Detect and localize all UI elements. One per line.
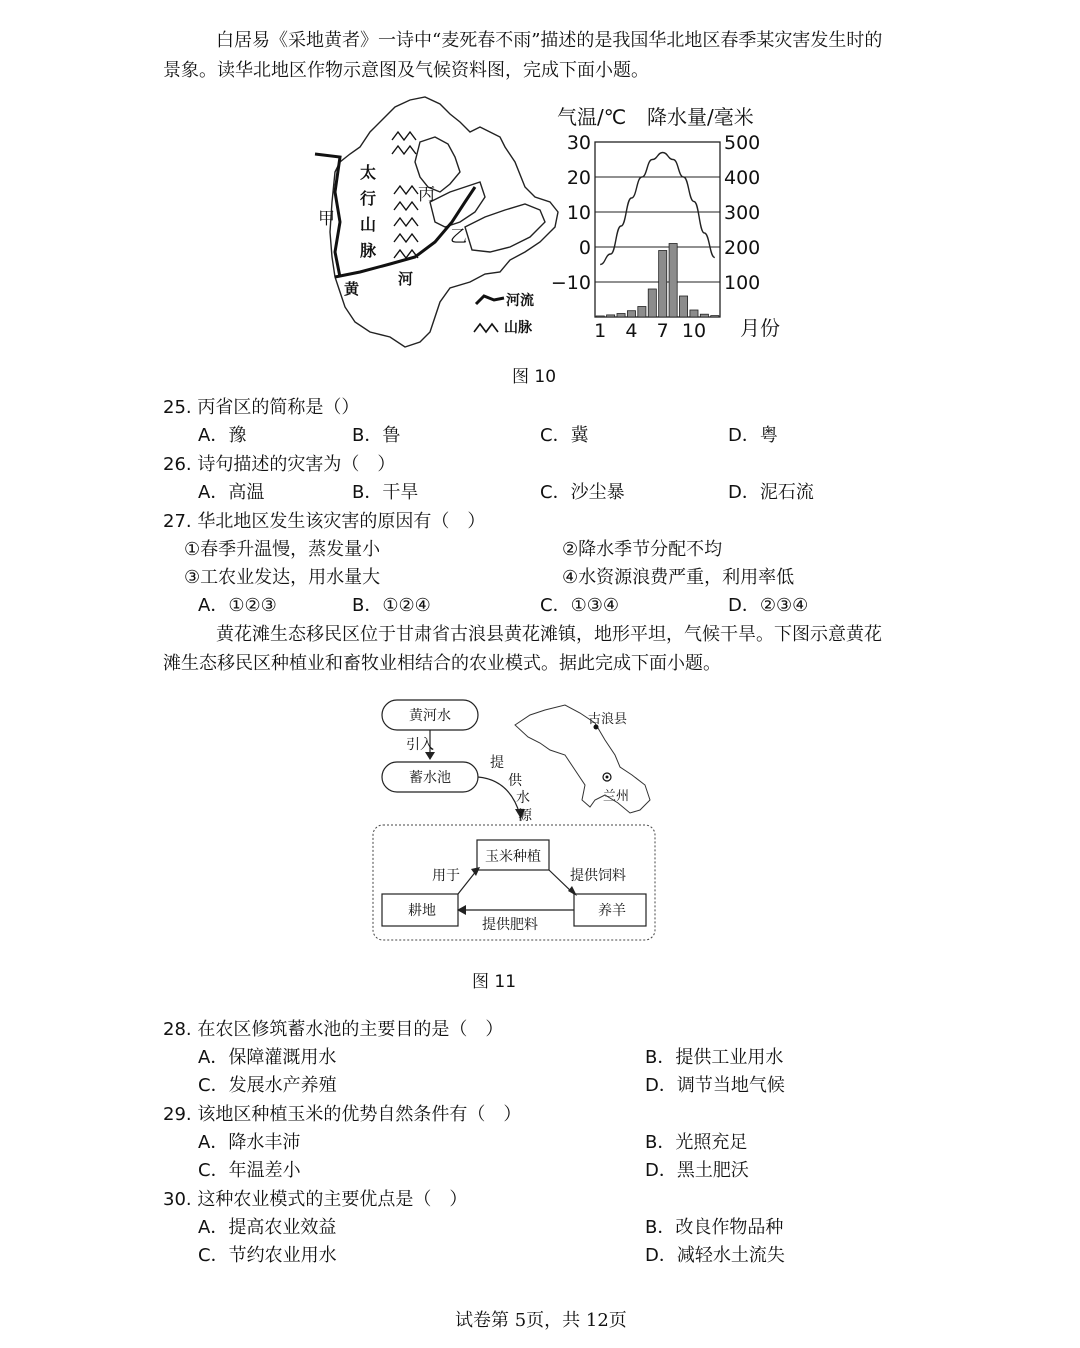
chart-left-tick-label: 0 — [578, 237, 591, 259]
chart-left-tick-label: −10 — [550, 272, 591, 294]
chart-x-unit-label: 月份 — [740, 316, 780, 340]
precip-bar — [638, 307, 646, 318]
chart-x-tick-label: 1 — [594, 320, 607, 342]
figure-11-caption: 图 11 — [472, 972, 517, 992]
chart-right-tick-label: 100 — [724, 272, 761, 294]
q27-statement-3: ③工农业发达，用水量大 — [184, 567, 381, 588]
chart-left-tick-label: 20 — [566, 167, 591, 189]
chart-right-tick-label: 400 — [724, 167, 761, 189]
q28-option-c[interactable]: C．发展水产养殖 — [198, 1075, 337, 1096]
supply-water-char-3: 水 — [516, 790, 530, 806]
precip-bar — [669, 244, 677, 318]
q29-option-b[interactable]: B．光照充足 — [645, 1132, 748, 1153]
q29-option-d[interactable]: D．黑土肥沃 — [645, 1160, 749, 1181]
intro2-line-1: 黄花滩生态移民区位于甘肃省古浪县黄花滩镇，地形平坦，气候干旱。下图示意黄花 — [216, 624, 882, 645]
q28-option-d[interactable]: D．调节当地气候 — [645, 1075, 785, 1096]
temperature-line — [600, 153, 715, 265]
chart-left-tick-label: 30 — [566, 132, 591, 154]
precip-bar — [617, 314, 625, 318]
supply-feed-label: 提供饲料 — [570, 868, 626, 884]
q26-option-c[interactable]: C．沙尘暴 — [540, 482, 625, 503]
used-for-label: 用于 — [432, 868, 460, 884]
chart-x-tick-label: 4 — [625, 320, 638, 342]
intro-line-1: 白居易《采地黄者》一诗中“麦死春不雨”描述的是我国华北地区春季某灾害发生时的 — [216, 30, 883, 51]
q30-option-b[interactable]: B．改良作物品种 — [645, 1217, 784, 1238]
chart-left-axis-label: 气温/℃ — [557, 105, 627, 129]
chart-x-tick-label: 10 — [681, 320, 707, 342]
q25-option-b[interactable]: B．鲁 — [352, 425, 401, 446]
q27-statement-1: ①春季升温慢，蒸发量小 — [184, 539, 381, 560]
figure-10-caption: 图 10 — [512, 367, 557, 387]
q30-option-a[interactable]: A．提高农业效益 — [198, 1217, 337, 1238]
legend-river-label: 河流 — [506, 293, 534, 309]
map-label-jia: 甲 — [318, 209, 335, 229]
precip-bar — [711, 316, 719, 317]
q27-stem: 27. 华北地区发生该灾害的原因有（ ） — [163, 511, 486, 532]
legend-river-icon — [476, 296, 504, 304]
climate-chart — [550, 98, 780, 348]
q26-option-a[interactable]: A．高温 — [198, 482, 265, 503]
q25-option-d[interactable]: D．粤 — [728, 425, 778, 446]
precip-bar — [679, 296, 687, 317]
q29-option-a[interactable]: A．降水丰沛 — [198, 1132, 301, 1153]
chart-right-tick-label: 500 — [724, 132, 761, 154]
q27-statement-4: ④水资源浪费严重，利用率低 — [562, 567, 795, 588]
precip-bar — [627, 311, 635, 317]
precip-bar — [607, 315, 615, 317]
map-label-shan: 山 — [360, 215, 377, 234]
precip-bar — [648, 289, 656, 317]
huanghe-water-label: 黄河水 — [409, 708, 451, 724]
precip-bar — [690, 310, 698, 317]
intro-line-2: 景象。读华北地区作物示意图及气候资料图，完成下面小题。 — [163, 60, 649, 81]
supply-fertilizer-label: 提供肥料 — [482, 917, 538, 933]
q30-option-d[interactable]: D．减轻水土流失 — [645, 1245, 785, 1266]
q26-option-b[interactable]: B．干旱 — [352, 482, 419, 503]
supply-water-char-4: 源 — [518, 808, 532, 824]
chart-right-axis-label: 降水量/毫米 — [647, 105, 754, 129]
precip-bar — [700, 314, 708, 317]
supply-water-char-2: 供 — [508, 773, 522, 789]
sheep-label: 养羊 — [598, 903, 626, 919]
agriculture-model-diagram — [370, 695, 660, 950]
q26-option-d[interactable]: D．泥石流 — [728, 482, 814, 503]
page-footer: 试卷第 5页，共 12页 — [455, 1310, 627, 1331]
q25-option-a[interactable]: A．豫 — [198, 425, 247, 446]
q29-stem: 29. 该地区种植玉米的优势自然条件有（ ） — [163, 1104, 522, 1125]
chart-x-tick-label: 7 — [656, 320, 669, 342]
q27-option-a[interactable]: A．①②③ — [198, 595, 277, 616]
q28-stem: 28. 在农区修筑蓄水池的主要目的是（ ） — [163, 1019, 504, 1040]
map-label-huang: 黄 — [344, 280, 360, 298]
chart-right-tick-label: 300 — [724, 202, 761, 224]
legend-mountain-icon — [474, 324, 498, 332]
q27-statement-2: ②降水季节分配不均 — [562, 539, 723, 560]
q27-option-d[interactable]: D．②③④ — [728, 595, 809, 616]
q27-option-b[interactable]: B．①②④ — [352, 595, 431, 616]
q28-option-a[interactable]: A．保障灌溉用水 — [198, 1047, 337, 1068]
q25-option-c[interactable]: C．冀 — [540, 425, 589, 446]
q25-stem: 25. 丙省区的简称是（） — [163, 397, 360, 418]
supply-water-char-1: 提 — [490, 755, 504, 771]
chart-left-tick-label: 10 — [566, 202, 591, 224]
gulang-label: 古浪县 — [588, 712, 628, 727]
map-label-yi: 乙 — [450, 227, 467, 247]
q27-option-c[interactable]: C．①③④ — [540, 595, 619, 616]
q26-stem: 26. 诗句描述的灾害为（ ） — [163, 454, 396, 475]
chart-right-tick-label: 200 — [724, 237, 761, 259]
intro2-line-2: 滩生态移民区种植业和畜牧业相结合的农业模式。据此完成下面小题。 — [163, 653, 721, 674]
yinru-label: 引入 — [406, 737, 434, 753]
map-label-he: 河 — [398, 270, 414, 288]
precip-bar — [596, 316, 604, 317]
map-label-tai: 太 — [360, 163, 377, 182]
precip-bar — [659, 251, 667, 318]
legend-mountain-label: 山脉 — [504, 320, 532, 336]
q28-option-b[interactable]: B．提供工业用水 — [645, 1047, 784, 1068]
map-label-hang: 行 — [360, 189, 377, 208]
corn-label: 玉米种植 — [485, 849, 541, 865]
map-label-mai: 脉 — [360, 241, 377, 260]
q30-option-c[interactable]: C．节约农业用水 — [198, 1245, 337, 1266]
farmland-label: 耕地 — [408, 903, 436, 919]
lanzhou-label: 兰州 — [603, 789, 630, 804]
map-label-bing: 丙 — [418, 185, 435, 205]
q29-option-c[interactable]: C．年温差小 — [198, 1160, 301, 1181]
reservoir-label: 蓄水池 — [409, 770, 451, 786]
north-china-map — [300, 92, 562, 354]
q30-stem: 30. 这种农业模式的主要优点是（ ） — [163, 1189, 468, 1210]
